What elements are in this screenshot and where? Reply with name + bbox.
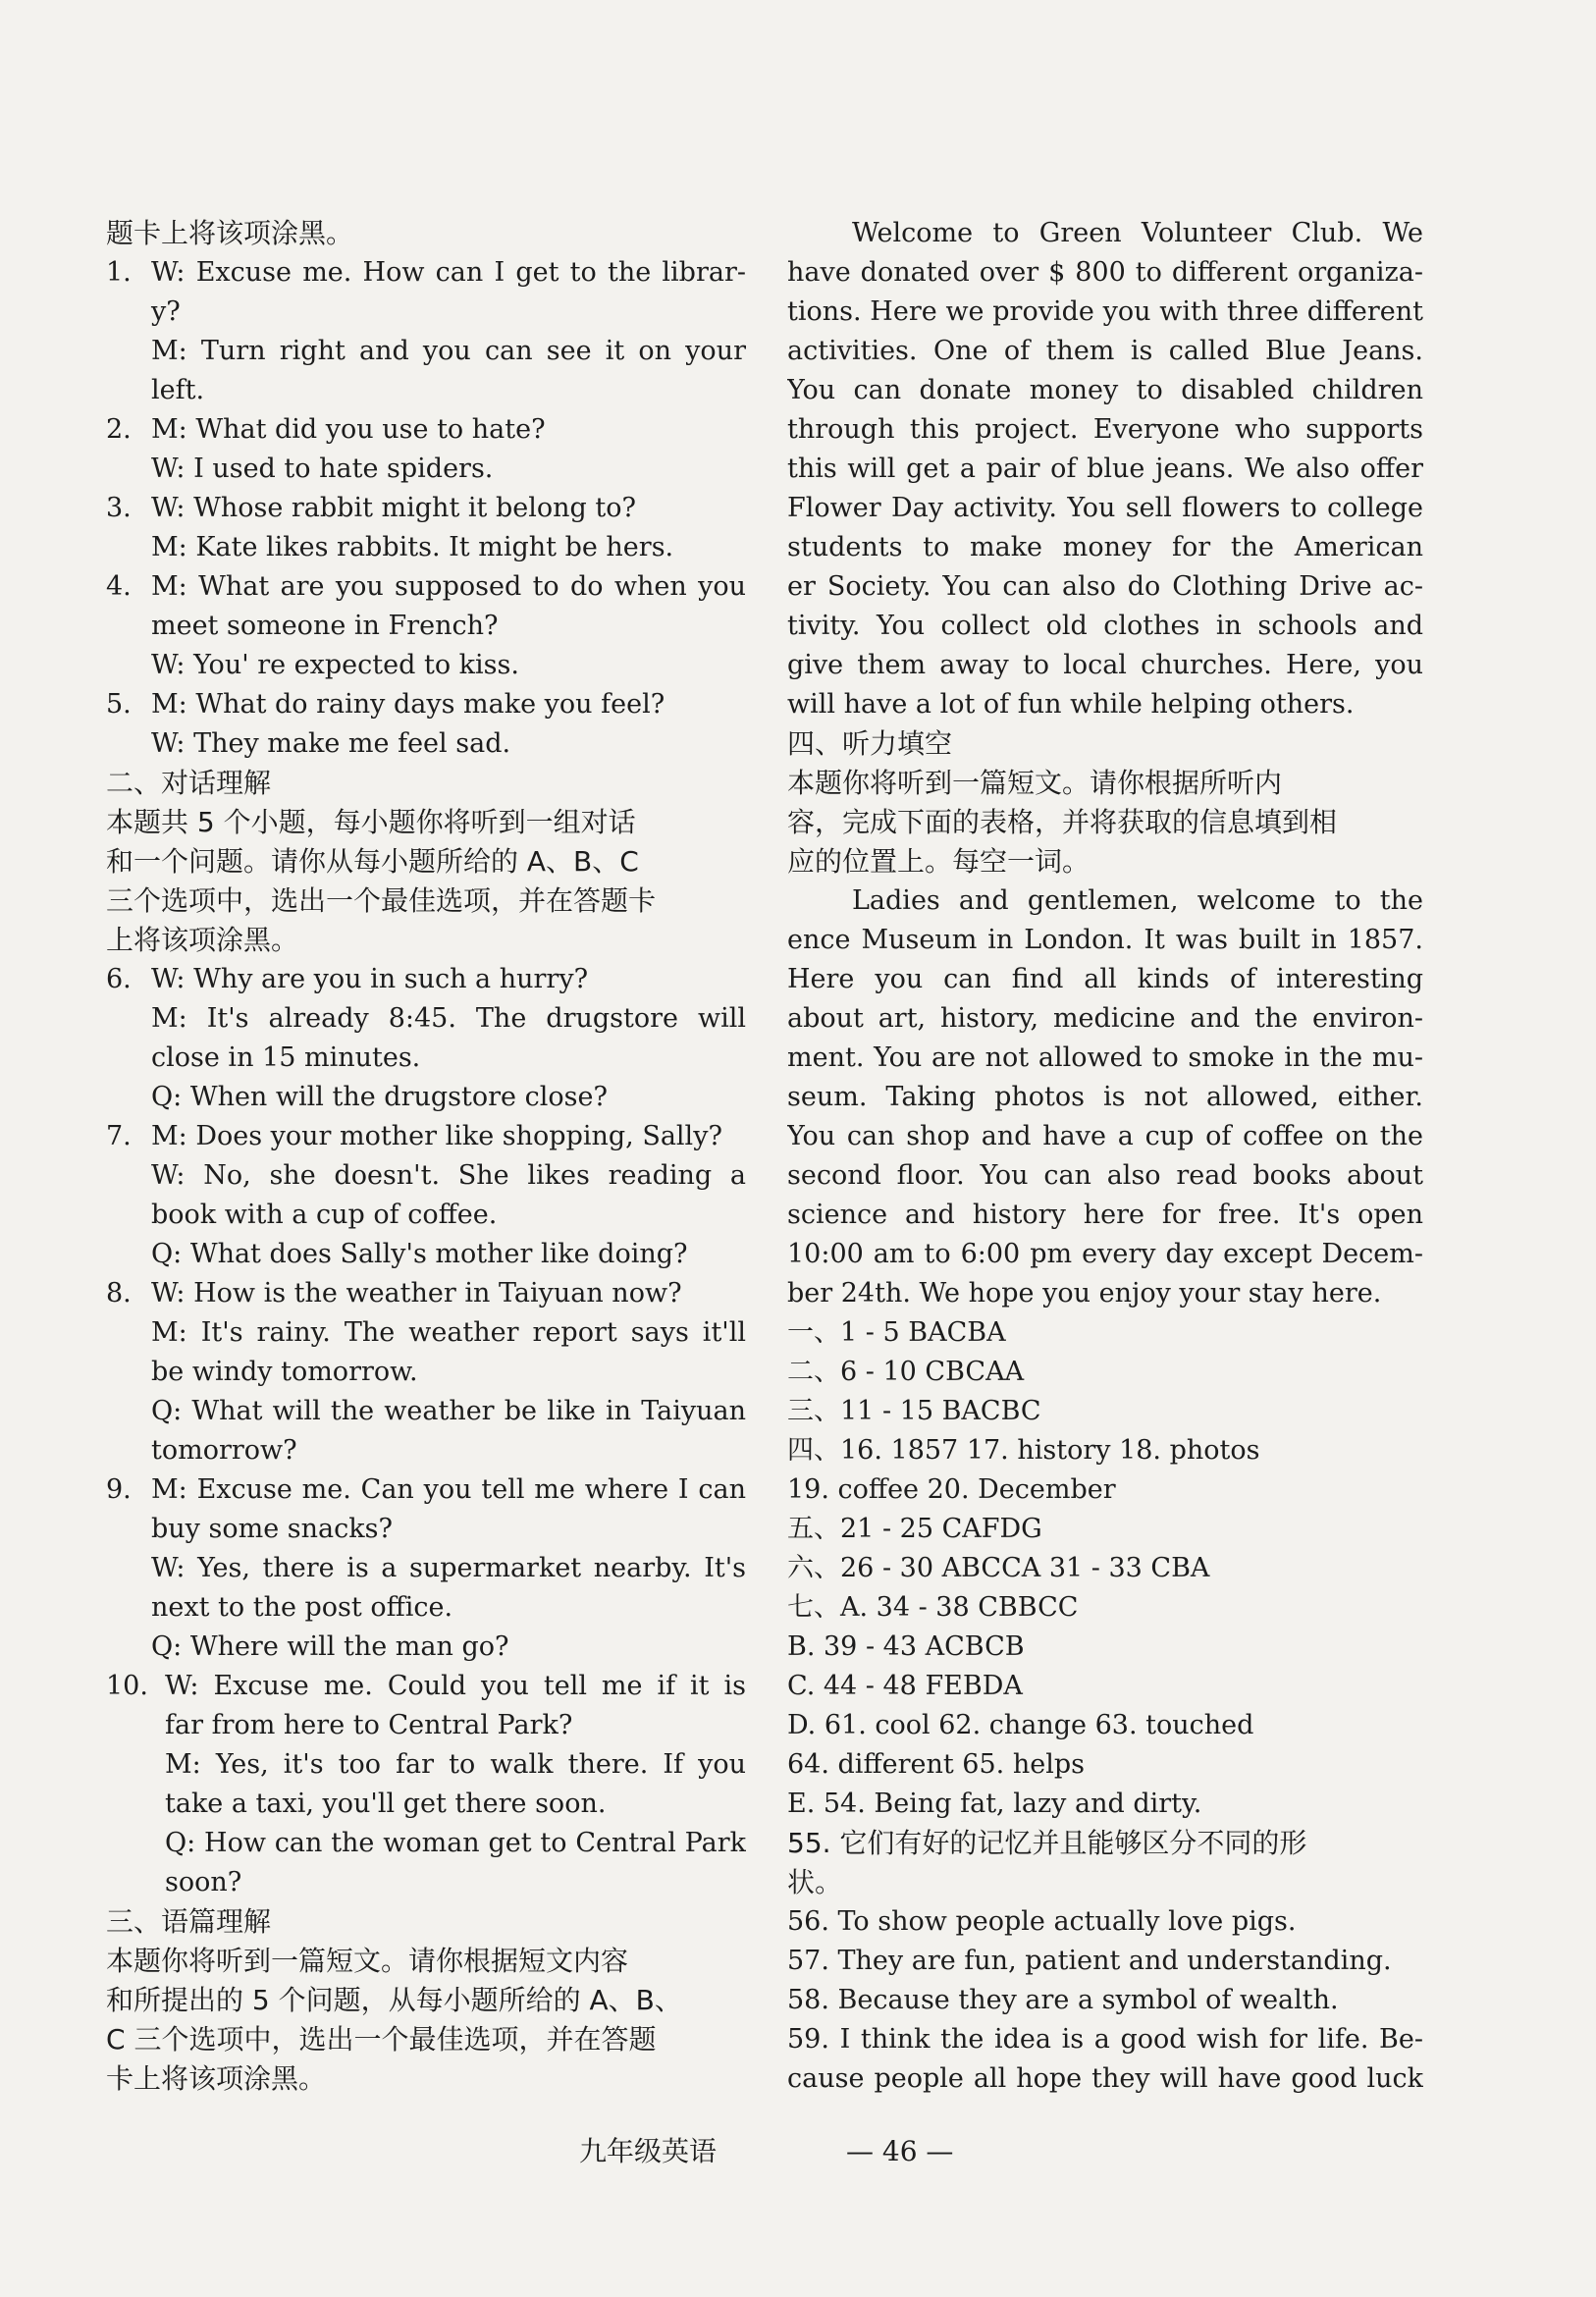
- line-text: Q: What will the weather be like in Taiyuan: [151, 1396, 746, 1426]
- right-text-line: [787, 881, 1423, 921]
- line-text: science and history here for free. It's open: [787, 1200, 1423, 1230]
- left-text-line: [106, 293, 746, 332]
- line-text: W: Why are you in such a hurry?: [151, 964, 589, 994]
- right-text-line: [787, 1549, 1423, 1588]
- line-text: W: Excuse me. Could you tell me if it is: [165, 1671, 746, 1701]
- left-text-line: [106, 1235, 746, 1274]
- line-text: this will get a pair of blue jeans. We also offer: [787, 454, 1423, 484]
- line-text: W: Excuse me. How can I get to the librar-: [151, 257, 746, 288]
- right-text-line: [787, 253, 1423, 293]
- line-text: will have a lot of fun while helping others.: [787, 689, 1355, 720]
- left-text-line: [106, 1156, 746, 1196]
- line-text: far from here to Central Park?: [165, 1710, 573, 1740]
- line-text: activities. One of them is called Blue Jeans.: [787, 336, 1423, 366]
- left-text-line: [106, 1824, 746, 1863]
- line-text: 五、21 - 25 CAFDG: [787, 1514, 1042, 1544]
- line-text: 本题共 5 个小题，每小题你将听到一组对话: [106, 806, 636, 838]
- right-text-line: [787, 1353, 1423, 1392]
- line-text: left.: [151, 375, 205, 405]
- line-text: 四、听力填空: [787, 727, 953, 760]
- left-text-line: [106, 1549, 746, 1588]
- line-text: W: You' re expected to kiss.: [151, 650, 519, 680]
- right-text-line: [787, 803, 1423, 842]
- line-text: 57. They are fun, patient and understanding.: [787, 1946, 1392, 1976]
- left-text-line: [106, 567, 746, 607]
- left-text-line: [106, 1628, 746, 1667]
- left-text-line: [106, 371, 746, 410]
- question-number: 4.: [106, 571, 132, 602]
- left-text-line: [106, 1588, 746, 1628]
- line-text: M: What did you use to hate?: [151, 414, 546, 445]
- line-text: 题卡上将该项涂黑。: [106, 217, 354, 249]
- left-text-line: [106, 881, 746, 921]
- left-text-line: [106, 1313, 746, 1353]
- right-text-line: [787, 1156, 1423, 1196]
- right-text-line: [787, 764, 1423, 803]
- question-number: 3.: [106, 493, 132, 523]
- line-text: next to the post office.: [151, 1592, 453, 1623]
- left-text-line: [106, 1942, 746, 1981]
- left-text-line: [106, 764, 746, 803]
- question-number: 9.: [106, 1474, 132, 1505]
- line-text: W: No, she doesn't. She likes reading a: [151, 1160, 746, 1191]
- line-text: y?: [151, 296, 181, 327]
- line-text: 58. Because they are a symbol of wealth.: [787, 1985, 1339, 2015]
- right-text-line: [787, 2020, 1423, 2059]
- line-text: about art, history, medicine and the environ-: [787, 1003, 1423, 1034]
- right-text-line: [787, 921, 1423, 960]
- question-number: 8.: [106, 1278, 132, 1309]
- line-text: 64. different 65. helps: [787, 1749, 1085, 1780]
- line-text: 59. I think the idea is a good wish for life. Be-: [787, 2024, 1423, 2055]
- right-text-line: [787, 1039, 1423, 1078]
- left-text-line: [106, 1667, 746, 1706]
- left-text-line: [106, 1785, 746, 1824]
- line-text: give them away to local churches. Here, you: [787, 650, 1423, 680]
- left-text-line: [106, 1981, 746, 2020]
- right-text-line: [787, 1706, 1423, 1745]
- right-text-line: [787, 960, 1423, 999]
- line-text: tivity. You collect old clothes in schools and: [787, 611, 1423, 641]
- left-column: [106, 214, 746, 2099]
- line-text: 一、1 - 5 BACBA: [787, 1317, 1006, 1348]
- right-text-line: [787, 1785, 1423, 1824]
- right-text-line: [787, 450, 1423, 489]
- footer-grade-title: 九年级英语: [579, 2135, 718, 2167]
- line-text: M: Does your mother like shopping, Sally?: [151, 1121, 722, 1151]
- line-text: Q: How can the woman get to Central Park: [165, 1828, 746, 1858]
- line-text: Ladies and gentlemen, welcome to the: [852, 885, 1423, 916]
- left-text-line: [106, 960, 746, 999]
- left-text-line: [106, 1078, 746, 1117]
- right-text-line: [787, 1117, 1423, 1156]
- line-text: B. 39 - 43 ACBCB: [787, 1631, 1025, 1662]
- line-text: ber 24th. We hope you enjoy your stay here.: [787, 1278, 1382, 1309]
- line-text: M: It's rainy. The weather report says it'll: [151, 1317, 746, 1348]
- line-text: take a taxi, you'll get there soon.: [165, 1789, 607, 1819]
- right-text-line: [787, 1510, 1423, 1549]
- line-text: 二、对话理解: [106, 767, 272, 799]
- line-text: through this project. Everyone who supports: [787, 414, 1423, 445]
- line-text: 三、11 - 15 BACBC: [787, 1396, 1041, 1426]
- right-text-line: [787, 1824, 1423, 1863]
- line-text: W: Yes, there is a supermarket nearby. It's: [151, 1553, 746, 1583]
- right-text-line: [787, 528, 1423, 567]
- right-text-line: [787, 999, 1423, 1039]
- right-text-line: [787, 371, 1423, 410]
- line-text: 本题你将听到一篇短文。请你根据短文内容: [106, 1945, 629, 1977]
- right-text-line: [787, 1981, 1423, 2020]
- line-text: C. 44 - 48 FEBDA: [787, 1671, 1023, 1701]
- right-text-line: [787, 1902, 1423, 1942]
- line-text: Welcome to Green Volunteer Club. We: [852, 218, 1423, 248]
- line-text: 三、语篇理解: [106, 1905, 272, 1938]
- left-text-line: [106, 803, 746, 842]
- right-text-line: [787, 489, 1423, 528]
- question-number: 10.: [106, 1671, 148, 1701]
- line-text: C 三个选项中，选出一个最佳选项，并在答题: [106, 2023, 657, 2056]
- line-text: cause people all hope they will have good luck: [787, 2063, 1423, 2094]
- line-text: buy some snacks?: [151, 1514, 393, 1544]
- line-text: 容，完成下面的表格，并将获取的信息填到相: [787, 806, 1338, 838]
- line-text: 六、26 - 30 ABCCA 31 - 33 CBA: [787, 1553, 1210, 1583]
- left-text-line: [106, 1117, 746, 1156]
- left-text-line: [106, 528, 746, 567]
- right-text-line: [787, 567, 1423, 607]
- left-text-line: [106, 921, 746, 960]
- line-text: 二、6 - 10 CBCAA: [787, 1357, 1025, 1387]
- left-text-line: [106, 2059, 746, 2099]
- left-text-line: [106, 607, 746, 646]
- line-text: soon?: [165, 1867, 242, 1897]
- right-text-line: [787, 724, 1423, 764]
- line-text: E. 54. Being fat, lazy and dirty.: [787, 1789, 1202, 1819]
- line-text: M: Yes, it's too far to walk there. If you: [165, 1749, 746, 1780]
- line-text: ment. You are not allowed to smoke in the mu-: [787, 1042, 1423, 1073]
- right-text-line: [787, 1274, 1423, 1313]
- left-text-line: [106, 685, 746, 724]
- left-text-line: [106, 1510, 746, 1549]
- left-text-line: [106, 489, 746, 528]
- question-number: 2.: [106, 414, 132, 445]
- left-text-line: [106, 2020, 746, 2059]
- left-text-line: [106, 1196, 746, 1235]
- line-text: W: They make me feel sad.: [151, 728, 511, 759]
- right-text-line: [787, 646, 1423, 685]
- line-text: 应的位置上。每空一词。: [787, 845, 1091, 878]
- left-text-line: [106, 999, 746, 1039]
- line-text: 19. coffee 20. December: [787, 1474, 1116, 1505]
- right-text-line: [787, 1588, 1423, 1628]
- right-text-line: [787, 842, 1423, 881]
- line-text: M: Excuse me. Can you tell me where I can: [151, 1474, 746, 1505]
- right-text-line: [787, 1745, 1423, 1785]
- left-text-line: [106, 1902, 746, 1942]
- line-text: 和一个问题。请你从每小题所给的 A、B、C: [106, 845, 639, 878]
- right-text-line: [787, 1470, 1423, 1510]
- right-text-line: [787, 1235, 1423, 1274]
- line-text: seum. Taking photos is not allowed, either.: [787, 1082, 1423, 1112]
- line-text: second floor. You can also read books about: [787, 1160, 1423, 1191]
- line-text: Here you can find all kinds of interesting: [787, 964, 1423, 994]
- line-text: Q: What does Sally's mother like doing?: [151, 1239, 688, 1269]
- right-text-line: [787, 332, 1423, 371]
- line-text: M: Kate likes rabbits. It might be hers.: [151, 532, 674, 562]
- left-text-line: [106, 724, 746, 764]
- footer-page-number: — 46 —: [846, 2135, 954, 2167]
- right-text-line: [787, 1078, 1423, 1117]
- left-text-line: [106, 1470, 746, 1510]
- line-text: W: Whose rabbit might it belong to?: [151, 493, 636, 523]
- left-text-line: [106, 253, 746, 293]
- line-text: You can shop and have a cup of coffee on the: [787, 1121, 1423, 1151]
- line-text: You can donate money to disabled children: [787, 375, 1423, 405]
- right-text-line: [787, 607, 1423, 646]
- line-text: W: How is the weather in Taiyuan now?: [151, 1278, 682, 1309]
- line-text: 上将该项涂黑。: [106, 924, 299, 956]
- line-text: W: I used to hate spiders.: [151, 454, 494, 484]
- right-text-line: [787, 214, 1423, 253]
- left-text-line: [106, 1431, 746, 1470]
- right-text-line: [787, 1313, 1423, 1353]
- right-text-line: [787, 293, 1423, 332]
- question-number: 1.: [106, 257, 132, 288]
- right-text-line: [787, 410, 1423, 450]
- line-text: close in 15 minutes.: [151, 1042, 421, 1073]
- line-text: Q: Where will the man go?: [151, 1631, 509, 1662]
- right-text-line: [787, 1628, 1423, 1667]
- question-number: 7.: [106, 1121, 132, 1151]
- line-text: have donated over $ 800 to different organiza-: [787, 257, 1423, 288]
- line-text: M: What are you supposed to do when you: [151, 571, 746, 602]
- question-number: 6.: [106, 964, 132, 994]
- line-text: 状。: [787, 1866, 843, 1898]
- left-text-line: [106, 1863, 746, 1902]
- left-text-line: [106, 332, 746, 371]
- line-text: M: It's already 8:45. The drugstore will: [151, 1003, 746, 1034]
- left-text-line: [106, 1039, 746, 1078]
- line-text: M: Turn right and you can see it on your: [151, 336, 746, 366]
- right-column: [787, 214, 1423, 2099]
- line-text: 四、16. 1857 17. history 18. photos: [787, 1435, 1260, 1466]
- line-text: er Society. You can also do Clothing Drive ac-: [787, 571, 1423, 602]
- right-text-line: [787, 2059, 1423, 2099]
- left-text-line: [106, 1392, 746, 1431]
- left-text-line: [106, 214, 746, 253]
- left-text-line: [106, 646, 746, 685]
- left-text-line: [106, 1353, 746, 1392]
- right-text-line: [787, 1196, 1423, 1235]
- line-text: 三个选项中，选出一个最佳选项，并在答题卡: [106, 884, 657, 917]
- left-text-line: [106, 1706, 746, 1745]
- line-text: Q: When will the drugstore close?: [151, 1082, 608, 1112]
- right-text-line: [787, 1431, 1423, 1470]
- line-text: 56. To show people actually love pigs.: [787, 1906, 1297, 1937]
- left-text-line: [106, 450, 746, 489]
- left-text-line: [106, 1274, 746, 1313]
- left-text-line: [106, 1745, 746, 1785]
- line-text: 本题你将听到一篇短文。请你根据所听内: [787, 767, 1283, 799]
- line-text: be windy tomorrow.: [151, 1357, 418, 1387]
- line-text: students to make money for the American: [787, 532, 1423, 562]
- line-text: 和所提出的 5 个问题，从每小题所给的 A、B、: [106, 1984, 682, 2016]
- right-text-line: [787, 1667, 1423, 1706]
- question-number: 5.: [106, 689, 132, 720]
- line-text: tions. Here we provide you with three different: [787, 296, 1423, 327]
- line-text: tomorrow?: [151, 1435, 297, 1466]
- line-text: meet someone in French?: [151, 611, 499, 641]
- left-text-line: [106, 842, 746, 881]
- right-text-line: [787, 1863, 1423, 1902]
- line-text: M: What do rainy days make you feel?: [151, 689, 665, 720]
- right-text-line: [787, 685, 1423, 724]
- line-text: Flower Day activity. You sell flowers to college: [787, 493, 1423, 523]
- line-text: D. 61. cool 62. change 63. touched: [787, 1710, 1254, 1740]
- right-text-line: [787, 1392, 1423, 1431]
- line-text: book with a cup of coffee.: [151, 1200, 498, 1230]
- left-text-line: [106, 410, 746, 450]
- line-text: 卡上将该项涂黑。: [106, 2062, 327, 2095]
- line-text: 10:00 am to 6:00 pm every day except Decem-: [787, 1239, 1423, 1269]
- line-text: 55. 它们有好的记忆并且能够区分不同的形: [787, 1827, 1307, 1859]
- right-text-line: [787, 1942, 1423, 1981]
- line-text: ence Museum in London. It was built in 1857.: [787, 925, 1423, 955]
- line-text: 七、A. 34 - 38 CBBCC: [787, 1592, 1079, 1623]
